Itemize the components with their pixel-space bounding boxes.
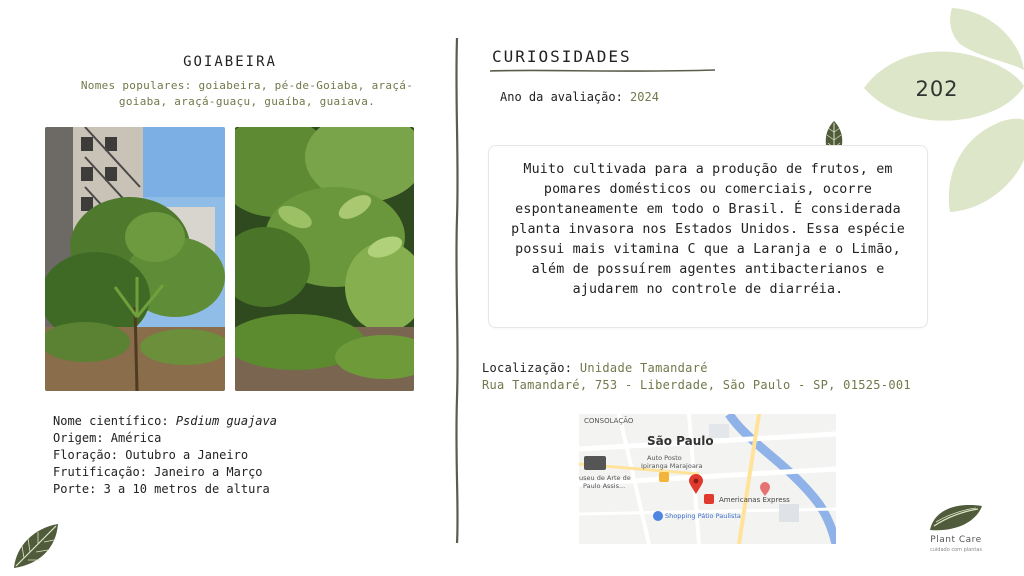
curiosities-title: CURIOSIDADES — [492, 47, 632, 66]
location-unit: Unidade Tamandaré — [579, 361, 708, 375]
map-city-label: São Paulo — [647, 434, 714, 448]
curiosities-text: Muito cultivada para a produção de frutos, em pomares domésticos ou comerciais, ocorre espontaneamente em todo o Brasil. É considerada planta invasora nos Estados Unidos. Essa espécie possui mais vitamina C que a Laranja e o Limão, além de possuírem agentes antibacterianos e ajudarem no controle de diarréia. — [511, 162, 905, 297]
plant-photo-1 — [45, 127, 225, 391]
size-row: Porte: 3 a 10 metros de altura — [53, 482, 270, 496]
location-block — [482, 360, 911, 394]
curiosities-card — [488, 145, 928, 328]
brand-name: Plant Care — [930, 535, 982, 545]
popular-names: Nomes populares: goiabeira, pé-de-Goiaba, araçá-goiaba, araçá-guaçu, guaíba, guaiava. — [80, 79, 414, 108]
origin-row: Origem: América — [53, 431, 162, 445]
location-row — [482, 360, 911, 377]
map-poi-2: useu de Arte de — [579, 474, 631, 482]
brand-tagline: cuidado com plantas — [929, 547, 983, 553]
map-shopping-icon — [653, 511, 663, 521]
scientific-name-label: Nome científico: — [53, 414, 176, 428]
leaf-icon — [10, 522, 62, 570]
map-poi-1b: Ipiranga Marajoara — [641, 462, 703, 470]
location-map[interactable] — [579, 414, 836, 544]
brand-logo — [916, 500, 996, 556]
map-poi-1: Auto Posto — [647, 454, 682, 462]
location-label: Localização: — [482, 361, 580, 375]
evaluation-year-label: Ano da avaliação: — [500, 90, 631, 104]
scientific-name-row — [53, 413, 433, 430]
map-poi-3: Americanas Express — [719, 496, 790, 504]
map-poi-2b: Paulo Assis... — [583, 482, 626, 490]
vertical-divider — [452, 38, 462, 543]
map-fuel-icon — [659, 472, 669, 482]
plant-care-logo-icon — [916, 500, 996, 534]
map-district-label: CONSOLAÇÃO — [584, 417, 634, 425]
plant-info — [53, 413, 433, 498]
flowering-row: Floração: Outubro a Janeiro — [53, 448, 249, 462]
map-poi-4: Shopping Pátio Paulista — [665, 512, 741, 520]
evaluation-year-value: 2024 — [630, 90, 659, 104]
plant-photo-2 — [235, 127, 414, 391]
plant-title: GOIABEIRA — [183, 54, 277, 70]
map-shop-icon — [704, 494, 714, 504]
location-address: Rua Tamandaré, 753 - Liberdade, São Paulo - SP, 01525-001 — [482, 378, 911, 392]
evaluation-year — [500, 90, 659, 104]
page-number: 202 — [915, 77, 959, 101]
fruiting-row: Frutificação: Janeiro a Março — [53, 465, 263, 479]
map-hospital-icon — [760, 482, 770, 496]
map-pin-icon[interactable] — [689, 474, 703, 494]
title-underline — [490, 68, 715, 74]
scientific-name-value: Psdium guajava — [175, 414, 277, 428]
